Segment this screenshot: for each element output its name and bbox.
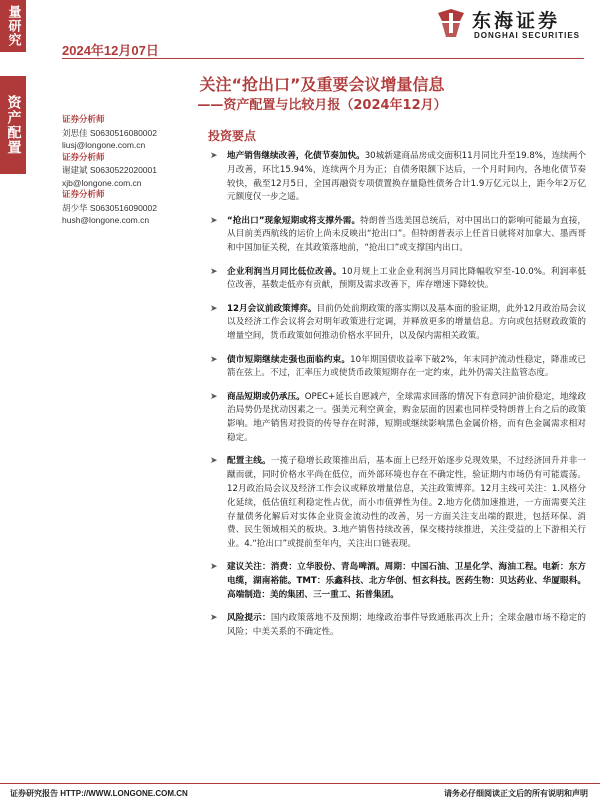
- key-point-item: [210, 215, 586, 256]
- bullet-arrow-icon: ➤: [210, 266, 218, 277]
- key-point-heading: 商品短期或仍承压。: [227, 391, 305, 402]
- key-point-text: 10月规上工业企业利润当月同比降幅收窄至-10.0%。利润率低位改善，基数走低亦有贡献，预期及需求改善下，库存增速下降较快。: [227, 266, 586, 291]
- key-point-text: 30城新建商品房成交面积11月同比升至19.8%，连续两个月改善，环比15.94%，连续两个月为正；自债务限额下达后，一个月时间内，各地化债节奏较快，截至12月5日，全国再融资专项债置换存量隐性债务合计1.9万亿元以上，距今年2万亿元额度仅一步之遥。: [227, 151, 586, 203]
- key-point-heading: 建议关注：消费：立华股份、青岛啤酒。周期：中国石油、卫星化学、海油工程。电新：东方电缆，湖南裕能。TMT：乐鑫科技、北方华创、恒玄科技。医药生物：贝达药业、华厦眼科。高端制造：美的集团、三一重工、拓普集团。: [227, 562, 586, 601]
- logo-text-en: DONGHAI SECURITIES: [474, 31, 581, 40]
- key-point-item: [210, 150, 586, 205]
- bullet-arrow-icon: ➤: [210, 456, 218, 467]
- analyst-name: 谢建斌 S0630522020001: [62, 165, 157, 175]
- bullet-arrow-icon: ➤: [210, 391, 218, 402]
- analyst-email[interactable]: liusj@longone.com.cn: [62, 140, 146, 150]
- analyst-role: 证券分析师: [62, 115, 105, 125]
- footer-disclaimer: 请务必仔细阅读正文后的所有说明和声明: [444, 789, 588, 798]
- key-point-heading: 12月会议前政策博弈。: [227, 303, 317, 314]
- category-tab-asset-allocation: 资产配置: [0, 76, 26, 174]
- key-point-item: [210, 303, 586, 344]
- logo-mark-icon: [434, 7, 468, 41]
- key-point-item: [210, 612, 586, 640]
- analyst-entry: [62, 152, 204, 190]
- bullet-arrow-icon: ➤: [210, 562, 218, 573]
- key-points-title: 投资要点: [208, 129, 257, 143]
- logo-text-cn: 东海证券: [472, 10, 561, 32]
- analyst-entry: [62, 189, 204, 227]
- analyst-email[interactable]: xjb@longone.com.cn: [62, 177, 142, 188]
- key-point-item: [210, 266, 586, 294]
- analyst-list: [62, 114, 204, 227]
- report-subtitle: ——资产配置与比较月报（2024年12月）: [197, 98, 447, 113]
- key-point-text: 特朗普当选美国总统后，对中国出口的影响可能最为直接，从目前美西航线的运价上尚未反映出“抢出口”。但特朗普表示上任首日就将对加拿大、墨西哥和中国加征关税，在其政策落地前，“抢出口”或支撑国内出口。: [227, 215, 586, 254]
- key-point-heading: “抢出口”现象短期或将支撑外需。: [227, 215, 361, 226]
- analyst-entry: [62, 114, 204, 152]
- bullet-arrow-icon: ➤: [210, 354, 218, 365]
- key-point-item: [210, 391, 586, 446]
- key-points-list: [210, 150, 586, 649]
- bullet-arrow-icon: ➤: [210, 303, 218, 314]
- key-point-item: [210, 561, 586, 602]
- report-date: 2024年12月07日: [62, 43, 159, 58]
- footer-divider: [0, 783, 600, 784]
- analyst-email[interactable]: hush@longone.com.cn: [62, 215, 150, 225]
- key-point-text: 国内政策落地不及预期；地缘政治事件导致通胀再次上升；全球金融市场不稳定的风险；中美关系的不确定性。: [227, 613, 586, 638]
- bullet-arrow-icon: ➤: [210, 613, 218, 624]
- key-point-heading: 企业利润当月同比低位改善。: [227, 266, 342, 277]
- company-logo: [434, 4, 584, 44]
- category-tab-research: 量研究: [0, 0, 26, 52]
- header-divider: [62, 58, 584, 59]
- analyst-role: 证券分析师: [62, 190, 105, 200]
- key-point-text: 一揽子稳增长政策推出后，基本面上已经开始逐步兑现效果，不过经济回升并非一蹴而就，同时价格水平尚在低位，而外部环境也存在不确定性，验证期内市场仍有可能震荡。12月政治局会议及经济工作会议或释放增量信息，关注政策博弈。12月主线可关注：1.风格分化延续，低估值红利稳定性占优，而小市值弹性为佳。2.地方化债加速推进，一方面需要关注存量债务化解后对实体企业资金流动性的改善，另一方面关注支出端的跟进，包括环保、消费、民生领域相关的板块。3.地产销售持续改善，保交楼持续推进，关注受益的上下游相关行业。4.“抢出口”或提前至年内，关注出口链表现。: [227, 456, 586, 550]
- report-title: 关注“抢出口”及重要会议增量信息: [199, 75, 445, 94]
- bullet-arrow-icon: ➤: [210, 215, 218, 226]
- key-point-item: [210, 354, 586, 382]
- key-point-heading: 风险提示：: [227, 613, 271, 624]
- key-point-text: 目前仍处前期政策的落实期以及基本面的验证期，此外12月政治局会议以及经济工作会议将会对明年政策进行定调，并释放更多的增量信息。方向或包括财政政策的增量空间，货币政策如何推动价格水平回升，以及保内需相关政策。: [227, 303, 586, 342]
- bullet-arrow-icon: ➤: [210, 151, 218, 161]
- analyst-name: 胡少华 S0630516090002: [62, 202, 157, 213]
- analyst-role: 证券分析师: [62, 152, 105, 163]
- footer-website[interactable]: 证券研究报告 HTTP://WWW.LONGONE.COM.CN: [10, 789, 188, 798]
- key-point-heading: 债市短期继续走强也面临约束。: [227, 354, 351, 365]
- key-point-item: [210, 455, 586, 552]
- key-point-text: OPEC+延长自愿减产，全球需求回落的情况下有意同护油价稳定，地缘政治局势仍是扰动因素之一。强美元利空黄金，购金层面的因素也同样受特朗普上台之后的政策影响。地产销售对投资的传导存在时滞，短期或继续影响黑色金属价格，而有色金属需求相对稳定。: [227, 391, 586, 444]
- key-point-heading: 地产销售继续改善，化债节奏加快。: [227, 151, 365, 161]
- analyst-name: 刘思佳 S0630516080002: [62, 127, 157, 138]
- key-point-text: 10年期国债收益率下破2%，年末同护流动性稳定，降准或已箭在弦上。不过，汇率压力或使货币政策短期存在一定约束，此外仍需关注监管态度。: [227, 354, 586, 379]
- key-point-heading: 配置主线。: [227, 456, 271, 467]
